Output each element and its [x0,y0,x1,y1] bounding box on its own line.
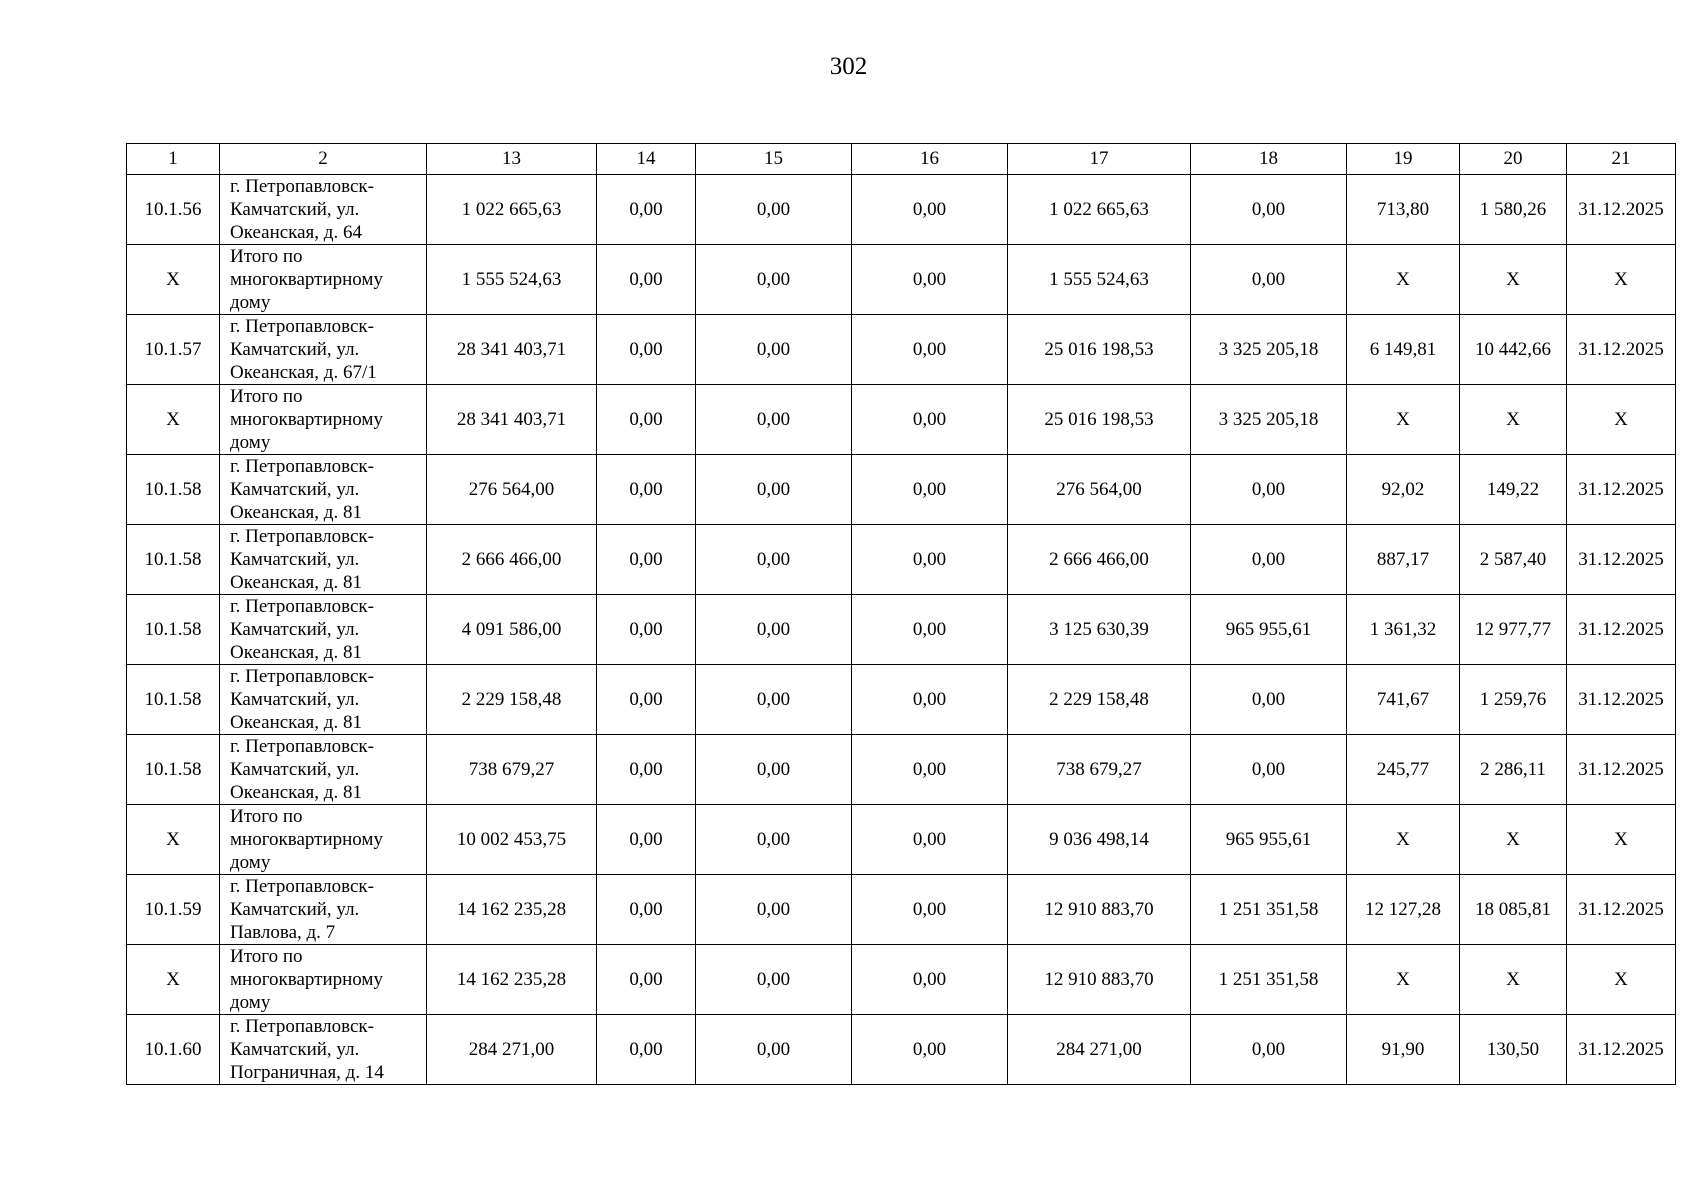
value-cell: 31.12.2025 [1567,1015,1676,1085]
address-line: Павлова, д. 7 [230,922,336,943]
value-cell: 245,77 [1347,735,1460,805]
value-cell: 0,00 [852,315,1008,385]
address-cell [220,875,427,945]
value-cell: 0,00 [696,595,852,665]
value-cell: 130,50 [1460,1015,1567,1085]
row-number-cell: X [127,245,220,315]
value-cell: 31.12.2025 [1567,665,1676,735]
address-line: многоквартирному [230,409,383,430]
table-row [127,1015,1676,1085]
value-cell: X [1347,245,1460,315]
value-cell: 0,00 [597,385,696,455]
header-cell: 20 [1460,144,1567,175]
value-cell: 0,00 [852,735,1008,805]
value-cell: 0,00 [1191,455,1347,525]
value-cell: X [1460,385,1567,455]
row-number-cell: 10.1.57 [127,315,220,385]
value-cell: 12 910 883,70 [1008,875,1191,945]
table-row [127,735,1676,805]
address-cell [220,595,427,665]
value-cell: 0,00 [696,1015,852,1085]
value-cell: 0,00 [597,175,696,245]
value-cell: 10 002 453,75 [427,805,597,875]
value-cell: 92,02 [1347,455,1460,525]
value-cell: 284 271,00 [1008,1015,1191,1085]
address-line: Камчатский, ул. [230,1039,360,1060]
row-number-cell: X [127,805,220,875]
value-cell: 31.12.2025 [1567,875,1676,945]
value-cell: 3 325 205,18 [1191,315,1347,385]
value-cell: 1 251 351,58 [1191,875,1347,945]
value-cell: 0,00 [597,455,696,525]
value-cell: 713,80 [1347,175,1460,245]
address-line: Океанская, д. 81 [230,782,362,803]
value-cell: 1 259,76 [1460,665,1567,735]
value-cell: 0,00 [696,385,852,455]
value-cell: 2 587,40 [1460,525,1567,595]
value-cell: 0,00 [696,875,852,945]
value-cell: 0,00 [597,1015,696,1085]
value-cell: 18 085,81 [1460,875,1567,945]
value-cell: 0,00 [852,175,1008,245]
address-cell [220,315,427,385]
value-cell: X [1460,945,1567,1015]
header-cell: 18 [1191,144,1347,175]
value-cell: X [1347,805,1460,875]
address-cell [220,455,427,525]
address-line: дому [230,992,271,1013]
address-line: Итого по [230,806,303,827]
data-table [126,143,1676,1085]
address-line: г. Петропавловск- [230,526,374,547]
value-cell: 276 564,00 [427,455,597,525]
address-cell [220,735,427,805]
value-cell: 965 955,61 [1191,595,1347,665]
value-cell: X [1460,805,1567,875]
value-cell: 1 251 351,58 [1191,945,1347,1015]
row-number-cell: X [127,385,220,455]
table-row [127,455,1676,525]
value-cell: 31.12.2025 [1567,735,1676,805]
value-cell: 25 016 198,53 [1008,385,1191,455]
value-cell: 31.12.2025 [1567,315,1676,385]
value-cell: 2 666 466,00 [427,525,597,595]
address-line: многоквартирному [230,829,383,850]
header-cell: 13 [427,144,597,175]
address-line: Камчатский, ул. [230,759,360,780]
address-line: Камчатский, ул. [230,899,360,920]
value-cell: 9 036 498,14 [1008,805,1191,875]
header-cell: 15 [696,144,852,175]
value-cell: X [1567,385,1676,455]
value-cell: 0,00 [696,315,852,385]
row-number-cell: 10.1.58 [127,665,220,735]
address-line: Океанская, д. 81 [230,642,362,663]
value-cell: X [1460,245,1567,315]
address-line: г. Петропавловск- [230,666,374,687]
address-line: дому [230,432,271,453]
address-line: Итого по [230,946,303,967]
value-cell: 12 910 883,70 [1008,945,1191,1015]
value-cell: 4 091 586,00 [427,595,597,665]
value-cell: 31.12.2025 [1567,455,1676,525]
address-cell [220,175,427,245]
header-cell: 21 [1567,144,1676,175]
value-cell: 0,00 [1191,245,1347,315]
value-cell: X [1567,245,1676,315]
header-cell: 17 [1008,144,1191,175]
value-cell: 284 271,00 [427,1015,597,1085]
address-line: г. Петропавловск- [230,316,374,337]
value-cell: 1 555 524,63 [427,245,597,315]
table-header-row [127,144,1676,175]
value-cell: 28 341 403,71 [427,385,597,455]
table-row [127,525,1676,595]
value-cell: 0,00 [696,525,852,595]
address-line: Океанская, д. 64 [230,222,362,243]
address-cell [220,385,427,455]
page-number: 302 [829,53,868,80]
value-cell: 1 361,32 [1347,595,1460,665]
address-line: г. Петропавловск- [230,176,374,197]
value-cell: 91,90 [1347,1015,1460,1085]
value-cell: 3 125 630,39 [1008,595,1191,665]
value-cell: 1 580,26 [1460,175,1567,245]
value-cell: 738 679,27 [1008,735,1191,805]
address-line: г. Петропавловск- [230,736,374,757]
table-row [127,175,1676,245]
value-cell: 0,00 [696,245,852,315]
value-cell: 25 016 198,53 [1008,315,1191,385]
address-line: Океанская, д. 81 [230,502,362,523]
address-line: дому [230,852,271,873]
address-line: Камчатский, ул. [230,479,360,500]
address-line: Камчатский, ул. [230,619,360,640]
value-cell: 0,00 [597,805,696,875]
address-line: Океанская, д. 67/1 [230,362,377,383]
address-line: Итого по [230,246,303,267]
value-cell: 2 286,11 [1460,735,1567,805]
address-line: Пограничная, д. 14 [230,1062,384,1083]
value-cell: 0,00 [852,245,1008,315]
table-row [127,945,1676,1015]
value-cell: 0,00 [852,455,1008,525]
value-cell: 0,00 [1191,175,1347,245]
value-cell: X [1347,945,1460,1015]
address-line: Камчатский, ул. [230,199,360,220]
value-cell: X [1567,805,1676,875]
address-line: г. Петропавловск- [230,456,374,477]
value-cell: 12 977,77 [1460,595,1567,665]
address-line: Камчатский, ул. [230,339,360,360]
table-row [127,665,1676,735]
row-number-cell: 10.1.58 [127,525,220,595]
address-cell [220,525,427,595]
value-cell: 741,67 [1347,665,1460,735]
value-cell: 0,00 [1191,665,1347,735]
value-cell: 0,00 [852,385,1008,455]
address-line: г. Петропавловск- [230,876,374,897]
value-cell: 28 341 403,71 [427,315,597,385]
header-cell: 1 [127,144,220,175]
value-cell: 0,00 [696,455,852,525]
address-cell [220,805,427,875]
address-cell [220,1015,427,1085]
value-cell: 14 162 235,28 [427,945,597,1015]
value-cell: 31.12.2025 [1567,175,1676,245]
value-cell: X [1567,945,1676,1015]
address-line: Итого по [230,386,303,407]
row-number-cell: 10.1.56 [127,175,220,245]
value-cell: 276 564,00 [1008,455,1191,525]
table-row [127,315,1676,385]
address-line: г. Петропавловск- [230,596,374,617]
value-cell: 0,00 [597,875,696,945]
table-row [127,595,1676,665]
row-number-cell: 10.1.59 [127,875,220,945]
row-number-cell: 10.1.58 [127,735,220,805]
value-cell: 6 149,81 [1347,315,1460,385]
table-row [127,385,1676,455]
value-cell: 0,00 [852,525,1008,595]
value-cell: 1 555 524,63 [1008,245,1191,315]
address-line: многоквартирному [230,269,383,290]
value-cell: 0,00 [597,525,696,595]
value-cell: 0,00 [852,1015,1008,1085]
value-cell: 14 162 235,28 [427,875,597,945]
value-cell: 0,00 [1191,1015,1347,1085]
table-body [127,144,1676,1085]
header-cell: 19 [1347,144,1460,175]
value-cell: 0,00 [597,245,696,315]
value-cell: 0,00 [597,665,696,735]
value-cell: 0,00 [852,945,1008,1015]
value-cell: 738 679,27 [427,735,597,805]
value-cell: 0,00 [852,875,1008,945]
table-row [127,805,1676,875]
value-cell: 0,00 [597,595,696,665]
value-cell: 10 442,66 [1460,315,1567,385]
address-line: дому [230,292,271,313]
value-cell: 2 666 466,00 [1008,525,1191,595]
value-cell: 0,00 [852,805,1008,875]
value-cell: 965 955,61 [1191,805,1347,875]
value-cell: 0,00 [1191,525,1347,595]
value-cell: 0,00 [852,665,1008,735]
value-cell: 0,00 [696,175,852,245]
value-cell: 12 127,28 [1347,875,1460,945]
value-cell: 0,00 [696,805,852,875]
address-cell [220,245,427,315]
address-line: многоквартирному [230,969,383,990]
value-cell: 0,00 [597,735,696,805]
value-cell: 887,17 [1347,525,1460,595]
address-line: г. Петропавловск- [230,1016,374,1037]
value-cell: 2 229 158,48 [1008,665,1191,735]
address-line: Океанская, д. 81 [230,572,362,593]
value-cell: 1 022 665,63 [1008,175,1191,245]
row-number-cell: X [127,945,220,1015]
value-cell: 0,00 [696,665,852,735]
value-cell: 0,00 [597,945,696,1015]
table-row [127,875,1676,945]
value-cell: 31.12.2025 [1567,595,1676,665]
value-cell: 149,22 [1460,455,1567,525]
row-number-cell: 10.1.58 [127,595,220,665]
value-cell: 31.12.2025 [1567,525,1676,595]
address-line: Океанская, д. 81 [230,712,362,733]
table-row [127,245,1676,315]
value-cell: 0,00 [852,595,1008,665]
header-cell: 14 [597,144,696,175]
address-cell [220,945,427,1015]
header-cell: 2 [220,144,427,175]
row-number-cell: 10.1.60 [127,1015,220,1085]
address-line: Камчатский, ул. [230,689,360,710]
value-cell: 0,00 [696,735,852,805]
value-cell: 0,00 [597,315,696,385]
value-cell: 0,00 [696,945,852,1015]
value-cell: 0,00 [1191,735,1347,805]
row-number-cell: 10.1.58 [127,455,220,525]
header-cell: 16 [852,144,1008,175]
value-cell: 1 022 665,63 [427,175,597,245]
address-cell [220,665,427,735]
value-cell: X [1347,385,1460,455]
value-cell: 2 229 158,48 [427,665,597,735]
value-cell: 3 325 205,18 [1191,385,1347,455]
address-line: Камчатский, ул. [230,549,360,570]
